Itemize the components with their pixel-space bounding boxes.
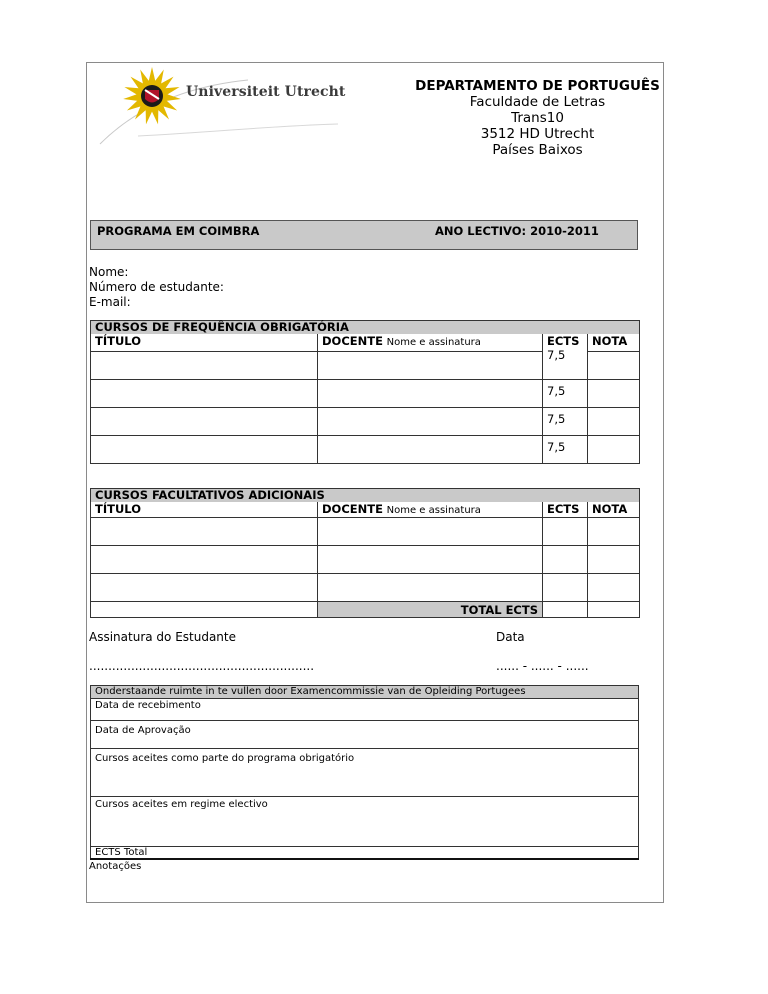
ects-value: 7,5 [543, 408, 588, 436]
email-field[interactable]: E-mail: [89, 295, 131, 309]
academic-year: ANO LECTIVO: 2010-2011 [435, 224, 599, 238]
university-logo [120, 66, 346, 136]
col-ects: ECTS [547, 333, 580, 348]
grade-cell[interactable] [588, 436, 640, 464]
col-teacher: DOCENTE [322, 501, 383, 516]
total-grade-cell[interactable] [588, 602, 640, 618]
grade-cell[interactable] [588, 380, 640, 408]
mandatory-accepted-field[interactable] [91, 749, 639, 797]
teacher-cell[interactable] [318, 380, 543, 408]
program-label: PROGRAMA EM COIMBRA [97, 224, 260, 238]
faculty-line: Faculdade de Letras [469, 94, 606, 110]
program-bar [90, 220, 638, 250]
col-teacher: DOCENTE [322, 333, 383, 348]
course-title-cell[interactable] [91, 574, 318, 602]
grade-cell[interactable] [588, 352, 640, 380]
ects-value: 7,5 [543, 380, 588, 408]
course-title-cell[interactable] [91, 436, 318, 464]
ects-cell[interactable] [543, 546, 588, 574]
col-teacher-note: Nome e assinatura [386, 504, 481, 516]
grade-cell[interactable] [588, 408, 640, 436]
department-address [410, 78, 665, 158]
col-grade: NOTA [592, 333, 628, 348]
ects-cell[interactable] [543, 518, 588, 546]
course-title-cell[interactable] [91, 352, 318, 380]
department-title: DEPARTAMENTO DE PORTUGUÊS [415, 78, 660, 94]
date-label: Data [496, 630, 525, 644]
col-teacher-note: Nome e assinatura [386, 336, 481, 348]
postal-line: 3512 HD Utrecht [480, 126, 595, 142]
street-line: Trans10 [511, 110, 564, 126]
date-line[interactable]: ...... - ...... - ...... [496, 659, 589, 673]
ects-value: 7,5 [543, 436, 588, 464]
student-signature-line[interactable]: ........................................................... [89, 659, 315, 673]
logo-wordmark: Universiteit Utrecht [186, 84, 346, 100]
grade-cell[interactable] [588, 574, 640, 602]
ects-total-label: ECTS Total [95, 847, 148, 858]
course-title-cell[interactable] [91, 518, 318, 546]
teacher-cell[interactable] [318, 352, 543, 380]
committee-header: Onderstaande ruimte in te vullen door Examencommissie van de Opleiding Portugees [91, 686, 639, 699]
grade-cell[interactable] [588, 546, 640, 574]
name-field[interactable]: Nome: [89, 265, 129, 279]
col-ects: ECTS [547, 501, 580, 516]
sun-seal-icon [120, 66, 184, 126]
examination-committee-table [90, 685, 639, 860]
teacher-cell[interactable] [318, 436, 543, 464]
notes-label: Anotações [89, 861, 142, 872]
elective-accepted-field[interactable] [91, 797, 639, 847]
col-grade: NOTA [592, 501, 628, 516]
approval-date-label: Data de Aprovação [95, 725, 191, 736]
ects-value: 7,5 [547, 347, 566, 362]
approval-date-field[interactable] [91, 721, 639, 749]
mandatory-section-title: CURSOS DE FREQUÊNCIA OBRIGATÓRIA [91, 321, 640, 334]
teacher-cell[interactable] [318, 574, 543, 602]
ects-total-field[interactable] [91, 847, 639, 860]
total-ects-label: TOTAL ECTS [460, 603, 538, 617]
received-date-field[interactable] [91, 699, 639, 721]
student-info [89, 265, 224, 310]
received-date-label: Data de recebimento [95, 700, 201, 711]
total-ects-cell[interactable] [543, 602, 588, 618]
mandatory-courses-table [90, 320, 640, 464]
country-line: Países Baixos [492, 142, 583, 158]
course-title-cell[interactable] [91, 546, 318, 574]
teacher-cell[interactable] [318, 518, 543, 546]
optional-courses-table [90, 488, 640, 618]
student-signature-label: Assinatura do Estudante [89, 630, 236, 644]
col-title: TÍTULO [95, 333, 141, 348]
course-title-cell[interactable] [91, 380, 318, 408]
col-title: TÍTULO [95, 501, 141, 516]
student-number-field[interactable]: Número de estudante: [89, 280, 224, 294]
course-title-cell[interactable] [91, 408, 318, 436]
optional-section-title: CURSOS FACULTATIVOS ADICIONAIS [91, 489, 640, 502]
teacher-cell[interactable] [318, 408, 543, 436]
teacher-cell[interactable] [318, 546, 543, 574]
mandatory-accepted-label: Cursos aceites como parte do programa obrigatório [95, 753, 355, 764]
elective-accepted-label: Cursos aceites em regime electivo [95, 799, 268, 810]
grade-cell[interactable] [588, 518, 640, 546]
ects-cell[interactable] [543, 574, 588, 602]
